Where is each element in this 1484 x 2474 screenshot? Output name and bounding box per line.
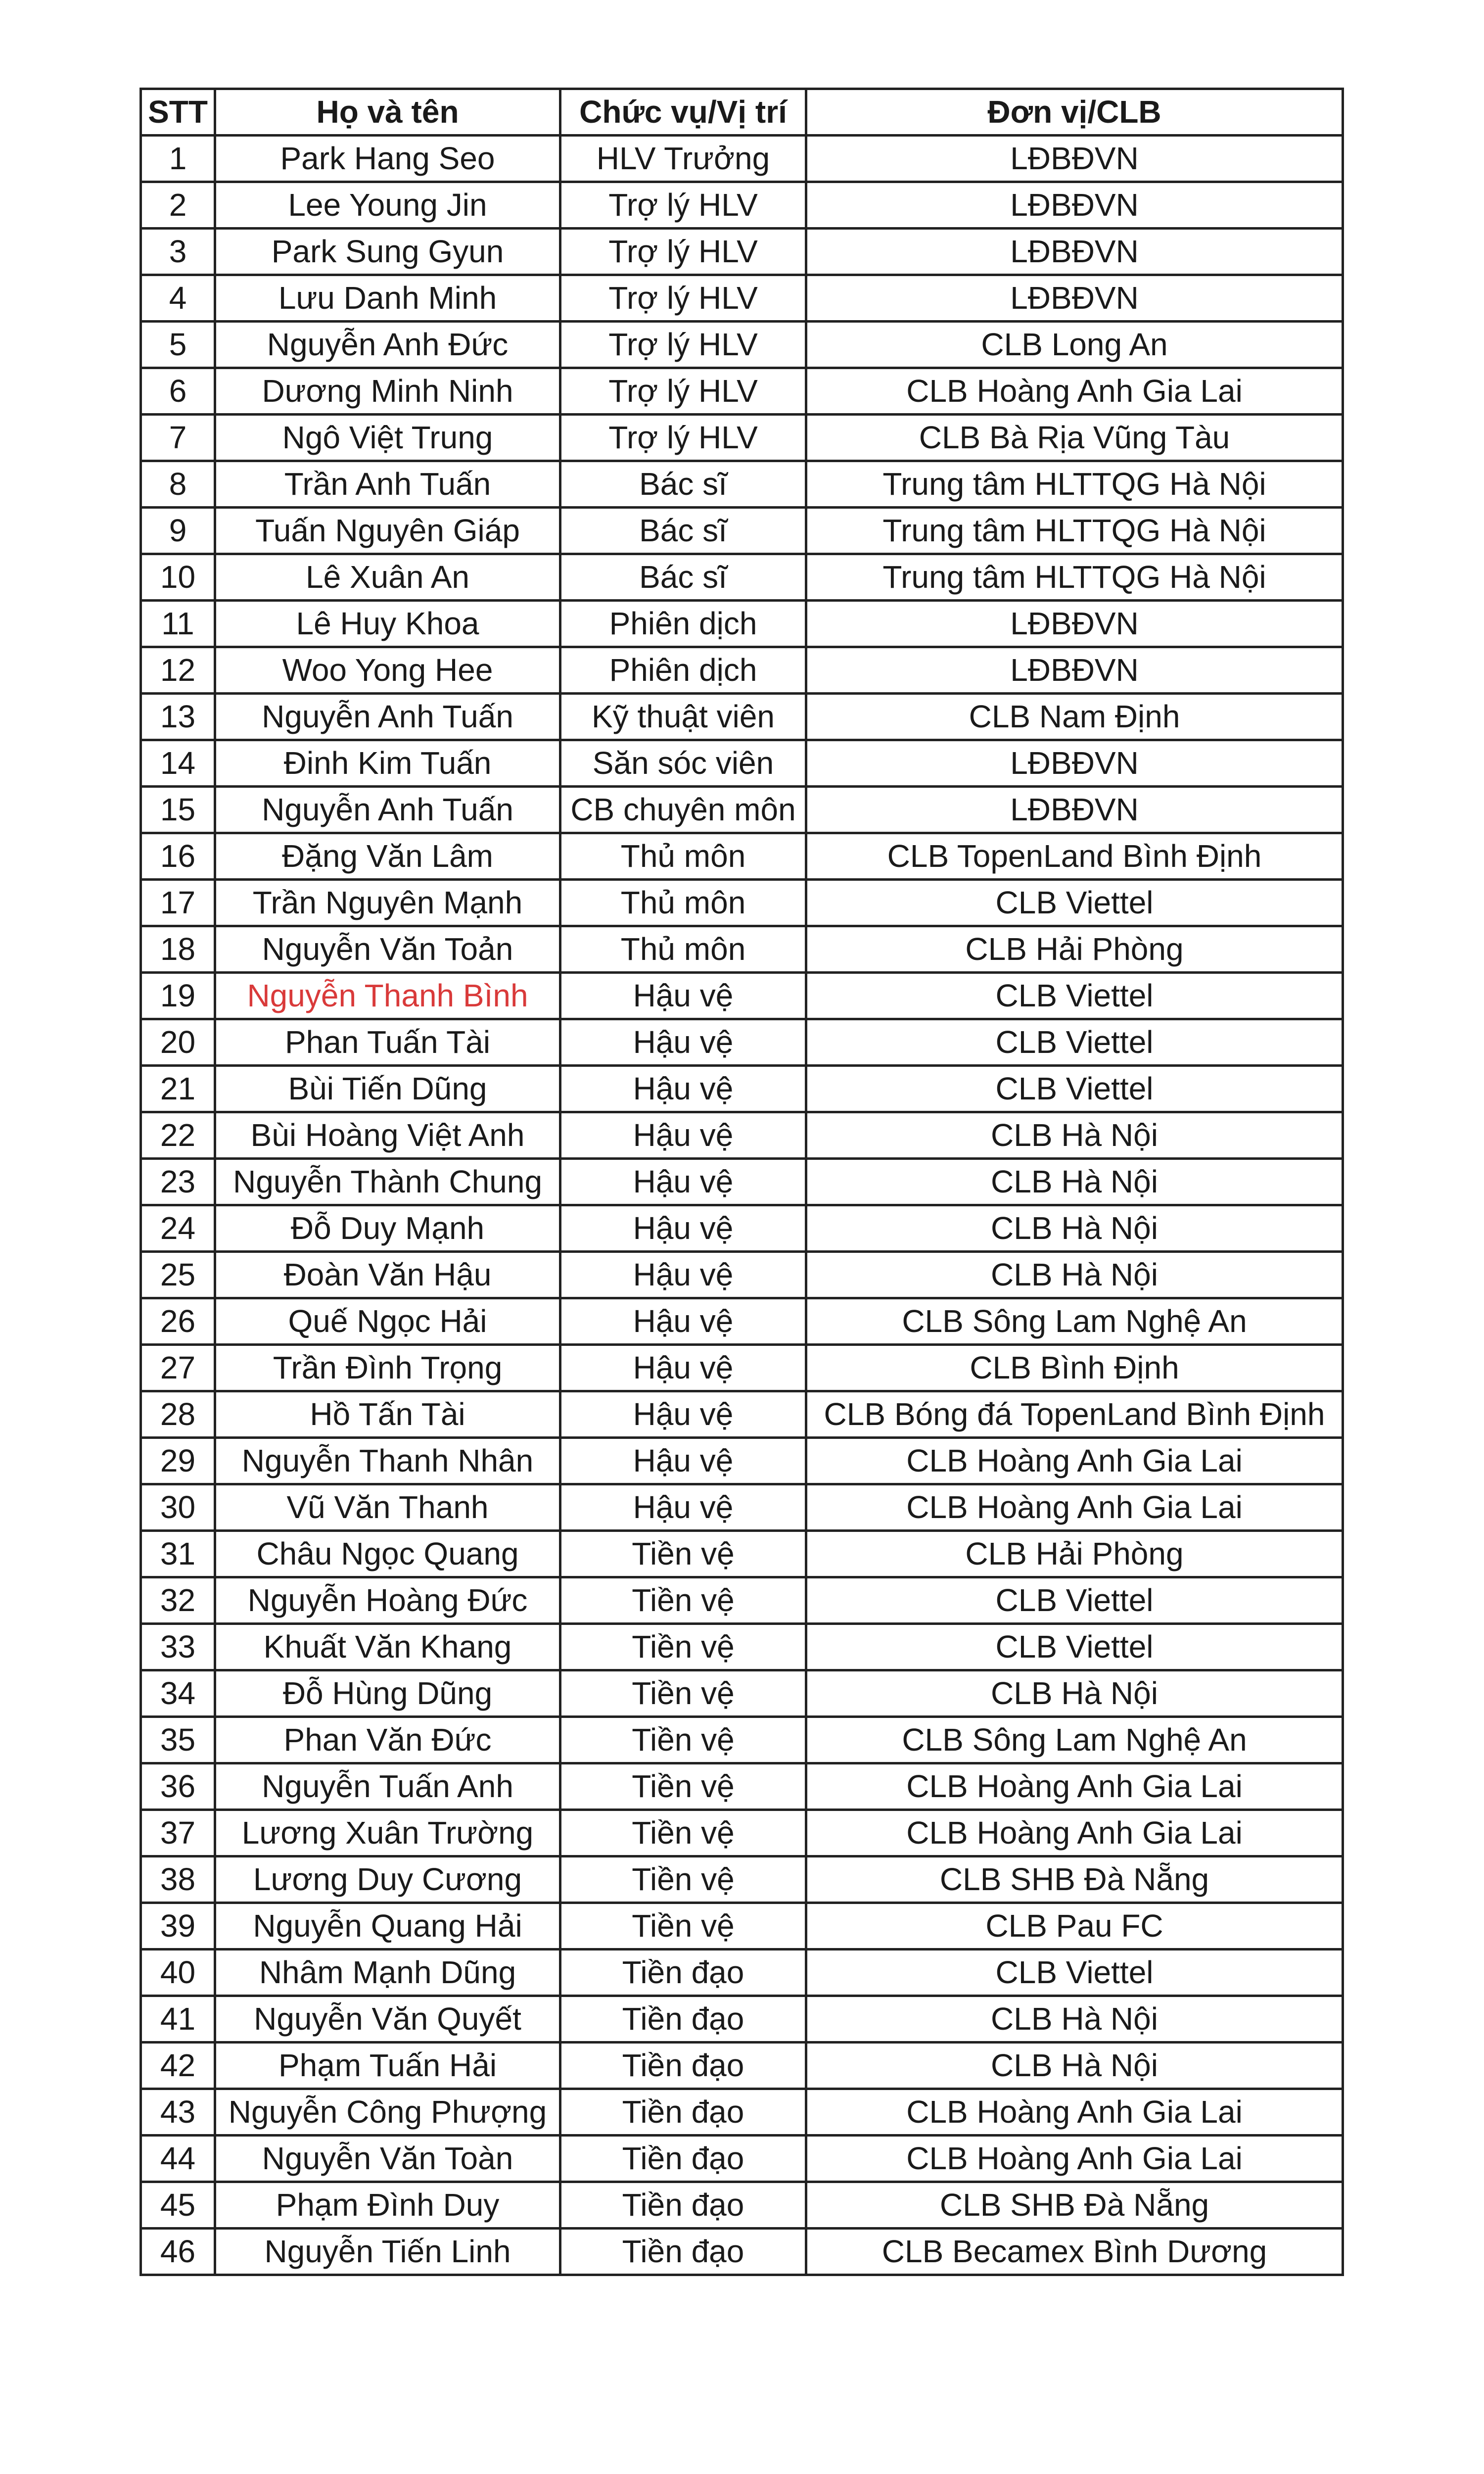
cell-role: Hậu vệ [560, 1019, 806, 1066]
cell-club: CLB Hoàng Anh Gia Lai [806, 1763, 1343, 1810]
cell-stt: 40 [141, 1950, 215, 1996]
cell-name: Nguyễn Tuấn Anh [215, 1763, 560, 1810]
cell-stt: 5 [141, 322, 215, 368]
cell-role: Bác sĩ [560, 461, 806, 508]
table-row [141, 2229, 1343, 2275]
table-row [141, 973, 1343, 1019]
cell-club: CLB Hoàng Anh Gia Lai [806, 368, 1343, 415]
cell-stt: 31 [141, 1531, 215, 1577]
cell-role: Bác sĩ [560, 508, 806, 554]
cell-name: Vũ Văn Thanh [215, 1484, 560, 1531]
cell-name: Nguyễn Anh Tuấn [215, 787, 560, 833]
cell-stt: 13 [141, 694, 215, 740]
cell-stt: 43 [141, 2089, 215, 2136]
cell-role: Tiền vệ [560, 1856, 806, 1903]
cell-name: Nhâm Mạnh Dũng [215, 1950, 560, 1996]
cell-role: Thủ môn [560, 833, 806, 880]
cell-stt: 35 [141, 1717, 215, 1763]
table-row [141, 740, 1343, 787]
cell-stt: 24 [141, 1205, 215, 1252]
cell-role: Trợ lý HLV [560, 322, 806, 368]
table-row [141, 694, 1343, 740]
table-header [141, 89, 1343, 136]
cell-name: Trần Nguyên Mạnh [215, 880, 560, 926]
table-row [141, 787, 1343, 833]
cell-name: Nguyễn Hoàng Đức [215, 1577, 560, 1624]
cell-club: CLB Viettel [806, 880, 1343, 926]
header-name: Họ và tên [215, 89, 560, 136]
table-row [141, 1577, 1343, 1624]
cell-name: Nguyễn Anh Tuấn [215, 694, 560, 740]
cell-club: CLB Sông Lam Nghệ An [806, 1717, 1343, 1763]
header-role: Chức vụ/Vị trí [560, 89, 806, 136]
table-row [141, 136, 1343, 182]
cell-club: CLB Viettel [806, 973, 1343, 1019]
cell-stt: 29 [141, 1438, 215, 1484]
cell-club: CLB Sông Lam Nghệ An [806, 1298, 1343, 1345]
table-row [141, 1531, 1343, 1577]
table-row [141, 647, 1343, 694]
cell-stt: 17 [141, 880, 215, 926]
cell-stt: 11 [141, 601, 215, 647]
cell-club: CLB Viettel [806, 1624, 1343, 1670]
cell-name: Nguyễn Văn Quyết [215, 1996, 560, 2043]
table-row [141, 2136, 1343, 2182]
table-row [141, 1996, 1343, 2043]
cell-club: CLB Viettel [806, 1577, 1343, 1624]
cell-role: Tiền vệ [560, 1577, 806, 1624]
cell-stt: 6 [141, 368, 215, 415]
cell-stt: 7 [141, 415, 215, 461]
cell-stt: 2 [141, 182, 215, 229]
cell-name: Khuất Văn Khang [215, 1624, 560, 1670]
cell-name: Trần Đình Trọng [215, 1345, 560, 1391]
cell-stt: 16 [141, 833, 215, 880]
cell-name: Nguyễn Thành Chung [215, 1159, 560, 1205]
cell-name: Woo Yong Hee [215, 647, 560, 694]
cell-club: CLB Becamex Bình Dương [806, 2229, 1343, 2275]
cell-club: CLB Bóng đá TopenLand Bình Định [806, 1391, 1343, 1438]
cell-name: Nguyễn Tiến Linh [215, 2229, 560, 2275]
cell-name: Park Hang Seo [215, 136, 560, 182]
cell-role: Hậu vệ [560, 1345, 806, 1391]
cell-stt: 21 [141, 1066, 215, 1112]
table-row [141, 1298, 1343, 1345]
cell-club: CLB Hoàng Anh Gia Lai [806, 1438, 1343, 1484]
cell-role: Thủ môn [560, 926, 806, 973]
cell-club: LĐBĐVN [806, 787, 1343, 833]
cell-name: Nguyễn Công Phượng [215, 2089, 560, 2136]
table-row [141, 322, 1343, 368]
cell-stt: 20 [141, 1019, 215, 1066]
cell-stt: 41 [141, 1996, 215, 2043]
cell-role: Hậu vệ [560, 1205, 806, 1252]
cell-stt: 27 [141, 1345, 215, 1391]
table-row [141, 1950, 1343, 1996]
cell-name: Nguyễn Văn Toản [215, 926, 560, 973]
table-body [141, 136, 1343, 2275]
cell-name: Lê Xuân An [215, 554, 560, 601]
cell-name: Nguyễn Thanh Bình [215, 973, 560, 1019]
cell-stt: 10 [141, 554, 215, 601]
cell-role: Tiền vệ [560, 1624, 806, 1670]
table-row [141, 833, 1343, 880]
cell-stt: 23 [141, 1159, 215, 1205]
cell-name: Đinh Kim Tuấn [215, 740, 560, 787]
cell-role: Tiền đạo [560, 2229, 806, 2275]
table-row [141, 1345, 1343, 1391]
cell-club: Trung tâm HLTTQG Hà Nội [806, 554, 1343, 601]
cell-name: Tuấn Nguyên Giáp [215, 508, 560, 554]
cell-club: CLB Hoàng Anh Gia Lai [806, 1810, 1343, 1856]
table-row [141, 1763, 1343, 1810]
cell-role: Trợ lý HLV [560, 368, 806, 415]
cell-role: Tiền vệ [560, 1810, 806, 1856]
cell-stt: 32 [141, 1577, 215, 1624]
cell-name: Đoàn Văn Hậu [215, 1252, 560, 1298]
cell-name: Hồ Tấn Tài [215, 1391, 560, 1438]
cell-role: Tiền đạo [560, 1950, 806, 1996]
cell-role: Trợ lý HLV [560, 415, 806, 461]
table-row [141, 1205, 1343, 1252]
cell-stt: 46 [141, 2229, 215, 2275]
cell-club: CLB Hoàng Anh Gia Lai [806, 2136, 1343, 2182]
cell-club: CLB Nam Định [806, 694, 1343, 740]
table-row [141, 275, 1343, 322]
table-row [141, 1252, 1343, 1298]
cell-role: Hậu vệ [560, 1484, 806, 1531]
cell-club: CLB Hà Nội [806, 1670, 1343, 1717]
cell-role: Tiền vệ [560, 1531, 806, 1577]
cell-name: Park Sung Gyun [215, 229, 560, 275]
table-row [141, 1159, 1343, 1205]
cell-name: Lưu Danh Minh [215, 275, 560, 322]
cell-name: Phan Văn Đức [215, 1717, 560, 1763]
cell-club: Trung tâm HLTTQG Hà Nội [806, 508, 1343, 554]
cell-role: Hậu vệ [560, 1066, 806, 1112]
cell-role: Trợ lý HLV [560, 182, 806, 229]
cell-stt: 39 [141, 1903, 215, 1950]
cell-role: Tiền vệ [560, 1717, 806, 1763]
cell-club: CLB Hà Nội [806, 1996, 1343, 2043]
cell-stt: 45 [141, 2182, 215, 2229]
cell-club: CLB Hà Nội [806, 1205, 1343, 1252]
table-row [141, 1391, 1343, 1438]
table-row [141, 2182, 1343, 2229]
table-row [141, 2089, 1343, 2136]
cell-club: CLB Hoàng Anh Gia Lai [806, 1484, 1343, 1531]
table-row [141, 1019, 1343, 1066]
cell-name: Đỗ Duy Mạnh [215, 1205, 560, 1252]
cell-club: CLB Viettel [806, 1019, 1343, 1066]
cell-club: CLB Hải Phòng [806, 1531, 1343, 1577]
cell-role: Thủ môn [560, 880, 806, 926]
cell-role: Tiền vệ [560, 1763, 806, 1810]
cell-stt: 15 [141, 787, 215, 833]
cell-role: Hậu vệ [560, 1112, 806, 1159]
cell-name: Lee Young Jin [215, 182, 560, 229]
cell-role: Hậu vệ [560, 1391, 806, 1438]
cell-name: Lê Huy Khoa [215, 601, 560, 647]
cell-name: Nguyễn Thanh Nhân [215, 1438, 560, 1484]
cell-role: Hậu vệ [560, 1298, 806, 1345]
cell-role: CB chuyên môn [560, 787, 806, 833]
cell-stt: 19 [141, 973, 215, 1019]
cell-name: Châu Ngọc Quang [215, 1531, 560, 1577]
table-row [141, 415, 1343, 461]
cell-club: CLB Hà Nội [806, 1112, 1343, 1159]
table-row [141, 1717, 1343, 1763]
cell-role: Hậu vệ [560, 1252, 806, 1298]
table-row [141, 1438, 1343, 1484]
cell-name: Đặng Văn Lâm [215, 833, 560, 880]
cell-club: Trung tâm HLTTQG Hà Nội [806, 461, 1343, 508]
cell-role: Kỹ thuật viên [560, 694, 806, 740]
cell-name: Lương Xuân Trường [215, 1810, 560, 1856]
table-row [141, 1810, 1343, 1856]
cell-name: Ngô Việt Trung [215, 415, 560, 461]
cell-club: CLB SHB Đà Nẵng [806, 2182, 1343, 2229]
header-stt: STT [141, 89, 215, 136]
cell-name: Phạm Tuấn Hải [215, 2043, 560, 2089]
header-row [141, 89, 1343, 136]
cell-role: Hậu vệ [560, 1438, 806, 1484]
cell-club: LĐBĐVN [806, 601, 1343, 647]
cell-club: CLB TopenLand Bình Định [806, 833, 1343, 880]
cell-stt: 42 [141, 2043, 215, 2089]
cell-role: Săn sóc viên [560, 740, 806, 787]
cell-role: Tiền đạo [560, 2136, 806, 2182]
table-row [141, 229, 1343, 275]
table-row [141, 368, 1343, 415]
cell-club: CLB Hà Nội [806, 2043, 1343, 2089]
cell-name: Phan Tuấn Tài [215, 1019, 560, 1066]
cell-club: CLB Hà Nội [806, 1159, 1343, 1205]
table-row [141, 461, 1343, 508]
cell-club: LĐBĐVN [806, 647, 1343, 694]
cell-stt: 22 [141, 1112, 215, 1159]
table-row [141, 508, 1343, 554]
cell-role: Tiền đạo [560, 2182, 806, 2229]
cell-club: CLB Hải Phòng [806, 926, 1343, 973]
cell-club: LĐBĐVN [806, 229, 1343, 275]
table-row [141, 1484, 1343, 1531]
cell-role: Phiên dịch [560, 647, 806, 694]
cell-stt: 34 [141, 1670, 215, 1717]
cell-club: CLB Bình Định [806, 1345, 1343, 1391]
cell-stt: 33 [141, 1624, 215, 1670]
cell-name: Bùi Tiến Dũng [215, 1066, 560, 1112]
cell-stt: 28 [141, 1391, 215, 1438]
table-row [141, 1856, 1343, 1903]
cell-stt: 37 [141, 1810, 215, 1856]
cell-club: LĐBĐVN [806, 136, 1343, 182]
cell-stt: 44 [141, 2136, 215, 2182]
cell-club: CLB Hoàng Anh Gia Lai [806, 2089, 1343, 2136]
cell-stt: 4 [141, 275, 215, 322]
cell-club: CLB Viettel [806, 1066, 1343, 1112]
cell-club: CLB Viettel [806, 1950, 1343, 1996]
cell-stt: 26 [141, 1298, 215, 1345]
cell-stt: 18 [141, 926, 215, 973]
cell-name: Lương Duy Cương [215, 1856, 560, 1903]
cell-stt: 9 [141, 508, 215, 554]
cell-role: Tiền đạo [560, 1996, 806, 2043]
cell-club: CLB Bà Rịa Vũng Tàu [806, 415, 1343, 461]
table-row [141, 1624, 1343, 1670]
cell-role: Tiền đạo [560, 2089, 806, 2136]
cell-stt: 14 [141, 740, 215, 787]
cell-name: Nguyễn Quang Hải [215, 1903, 560, 1950]
cell-stt: 8 [141, 461, 215, 508]
cell-role: Trợ lý HLV [560, 275, 806, 322]
cell-club: CLB Pau FC [806, 1903, 1343, 1950]
table-row [141, 1066, 1343, 1112]
cell-name: Bùi Hoàng Việt Anh [215, 1112, 560, 1159]
cell-role: Hậu vệ [560, 1159, 806, 1205]
cell-name: Nguyễn Anh Đức [215, 322, 560, 368]
cell-role: Tiền vệ [560, 1670, 806, 1717]
cell-role: Tiền vệ [560, 1903, 806, 1950]
cell-name: Đỗ Hùng Dũng [215, 1670, 560, 1717]
cell-name: Phạm Đình Duy [215, 2182, 560, 2229]
cell-stt: 12 [141, 647, 215, 694]
cell-role: Phiên dịch [560, 601, 806, 647]
cell-name: Quế Ngọc Hải [215, 1298, 560, 1345]
cell-role: Hậu vệ [560, 973, 806, 1019]
table-row [141, 2043, 1343, 2089]
table-row [141, 926, 1343, 973]
cell-stt: 25 [141, 1252, 215, 1298]
cell-club: LĐBĐVN [806, 275, 1343, 322]
cell-club: CLB Hà Nội [806, 1252, 1343, 1298]
cell-name: Trần Anh Tuấn [215, 461, 560, 508]
table-row [141, 1903, 1343, 1950]
cell-name: Dương Minh Ninh [215, 368, 560, 415]
cell-stt: 1 [141, 136, 215, 182]
cell-role: HLV Trưởng [560, 136, 806, 182]
cell-club: CLB Long An [806, 322, 1343, 368]
cell-role: Tiền đạo [560, 2043, 806, 2089]
cell-stt: 38 [141, 1856, 215, 1903]
table-row [141, 1112, 1343, 1159]
cell-stt: 3 [141, 229, 215, 275]
roster-table [139, 88, 1344, 2276]
table-row [141, 1670, 1343, 1717]
table-row [141, 554, 1343, 601]
cell-role: Trợ lý HLV [560, 229, 806, 275]
cell-club: LĐBĐVN [806, 182, 1343, 229]
table-row [141, 182, 1343, 229]
cell-stt: 30 [141, 1484, 215, 1531]
table-row [141, 601, 1343, 647]
table-row [141, 880, 1343, 926]
cell-role: Bác sĩ [560, 554, 806, 601]
cell-club: CLB SHB Đà Nẵng [806, 1856, 1343, 1903]
cell-stt: 36 [141, 1763, 215, 1810]
header-club: Đơn vị/CLB [806, 89, 1343, 136]
cell-name: Nguyễn Văn Toàn [215, 2136, 560, 2182]
cell-club: LĐBĐVN [806, 740, 1343, 787]
